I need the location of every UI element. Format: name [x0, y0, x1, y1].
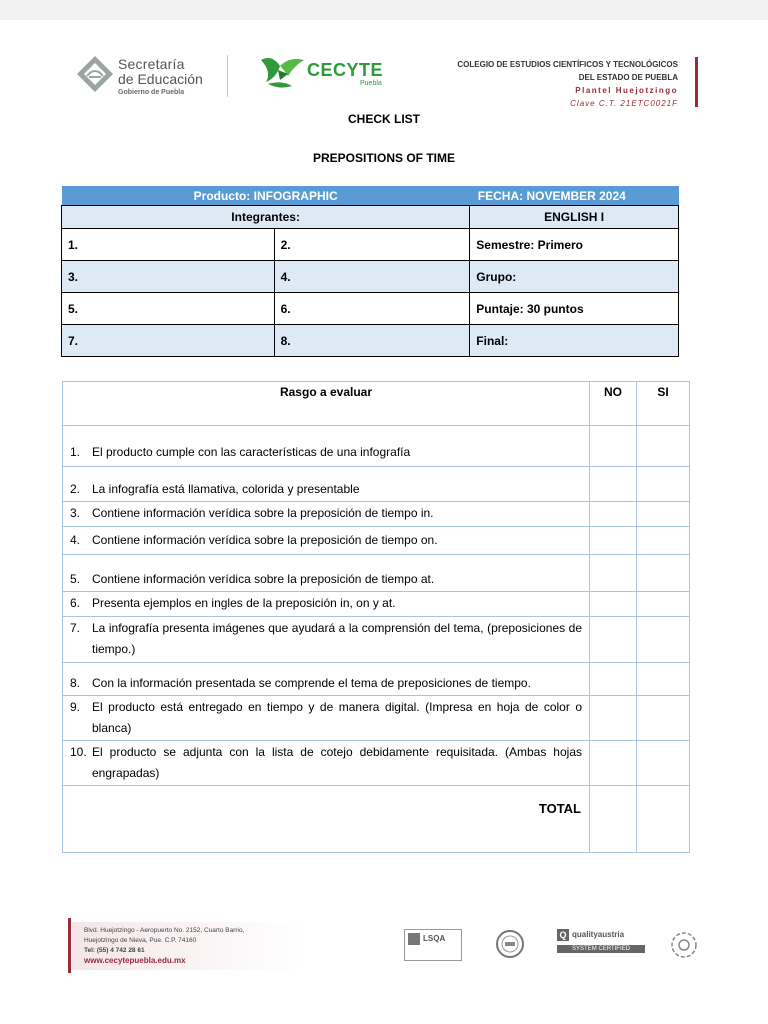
footer-accent-bar: [68, 918, 71, 973]
member-cell[interactable]: 6.: [274, 293, 470, 325]
member-cell[interactable]: 3.: [62, 261, 275, 293]
trait-cell: [63, 592, 590, 617]
item-text: La infografía está llamativa, colorida y presentable: [92, 482, 360, 496]
sep-line2: de Educación: [118, 71, 203, 87]
sep-line1: Secretaría: [118, 56, 185, 72]
no-check-cell[interactable]: [590, 426, 637, 467]
info-subheader-row: [62, 206, 679, 229]
trait-cell: [63, 502, 590, 527]
item-text: Contiene información verídica sobre la preposición de tiempo in.: [92, 506, 434, 520]
sep-logo-text: [118, 57, 203, 96]
info-field-cell: Puntaje: 30 puntos: [470, 293, 679, 325]
member-cell[interactable]: 8.: [274, 325, 470, 357]
info-field-cell: Semestre: Primero: [470, 229, 679, 261]
no-check-cell[interactable]: [590, 696, 637, 741]
no-check-cell[interactable]: [590, 555, 637, 592]
trait-cell: [63, 527, 590, 555]
info-row: [62, 325, 679, 357]
lsqa-badge: [404, 929, 462, 961]
footer-address: [84, 926, 244, 966]
quality-austria-label: qualityaustria: [572, 930, 625, 939]
logo-divider: [227, 55, 228, 97]
si-check-cell[interactable]: [637, 617, 690, 663]
checklist-row: [63, 527, 690, 555]
top-band: [0, 0, 768, 20]
info-row: [62, 261, 679, 293]
quality-austria-badge: [557, 929, 645, 961]
si-check-cell[interactable]: [637, 426, 690, 467]
institution-line1: COLEGIO DE ESTUDIOS CIENTÍFICOS Y TECNOLÓGICOS: [457, 60, 678, 69]
checklist-header-row: [63, 382, 690, 426]
sep-emblem-icon: [75, 54, 115, 94]
member-cell[interactable]: 1.: [62, 229, 275, 261]
page-title: CHECK LIST: [348, 112, 420, 126]
item-number: 1.: [70, 445, 81, 459]
sep-line3: Gobierno de Puebla: [118, 89, 185, 96]
item-text: El producto cumple con las características de una infografía: [92, 445, 411, 459]
checklist-row: [63, 467, 690, 502]
institution-line2: DEL ESTADO DE PUEBLA: [578, 73, 678, 82]
item-number: 7.: [70, 621, 81, 635]
item-number: 10.: [70, 745, 87, 759]
quality-q-icon: Q: [557, 929, 569, 941]
trait-cell: [63, 617, 590, 663]
total-row: [63, 786, 690, 853]
header-accent-bar: [695, 57, 698, 107]
info-field-cell: Grupo:: [470, 261, 679, 293]
checklist-row: [63, 696, 690, 741]
checklist-table: [62, 381, 690, 853]
item-number: 6.: [70, 596, 81, 610]
no-check-cell[interactable]: [590, 592, 637, 617]
cecyte-sub: Puebla: [360, 80, 382, 87]
trait-cell: [63, 696, 590, 741]
si-check-cell[interactable]: [637, 527, 690, 555]
footer-phone: Tel: (55) 4 742 28 61: [84, 947, 145, 954]
si-check-cell[interactable]: [637, 741, 690, 786]
trait-cell: [63, 741, 590, 786]
item-text: Contiene información verídica sobre la preposición de tiempo on.: [92, 533, 438, 547]
total-no-cell[interactable]: [590, 786, 637, 853]
item-number: 8.: [70, 676, 81, 690]
si-check-cell[interactable]: [637, 502, 690, 527]
member-cell[interactable]: 5.: [62, 293, 275, 325]
member-cell[interactable]: 2.: [274, 229, 470, 261]
info-row: [62, 293, 679, 325]
cecyte-name: CECYTE: [307, 60, 384, 80]
checklist-row: [63, 426, 690, 467]
trait-cell: [63, 555, 590, 592]
institution-line3: Plantel Huejotzingo: [575, 86, 678, 95]
member-cell[interactable]: 7.: [62, 325, 275, 357]
trait-cell: [63, 426, 590, 467]
trait-cell: [63, 467, 590, 502]
info-table: [61, 186, 679, 357]
checklist-row: [63, 555, 690, 592]
checklist-row: [63, 741, 690, 786]
item-number: 2.: [70, 482, 81, 496]
item-text: El producto está entregado en tiempo y de manera digital. (Impresa en hoja de color o blanca): [92, 700, 582, 735]
system-certified-label: SYSTEM CERTIFIED: [557, 945, 645, 953]
producto-cell: Producto: INFOGRAPHIC: [62, 186, 470, 206]
item-number: 4.: [70, 533, 81, 547]
si-check-cell[interactable]: [637, 467, 690, 502]
item-text: Presenta ejemplos en ingles de la preposición in, on y at.: [92, 596, 396, 610]
si-check-cell[interactable]: [637, 592, 690, 617]
lsqa-logo-icon: [408, 933, 420, 945]
item-number: 3.: [70, 506, 81, 520]
checklist-row: [63, 592, 690, 617]
lsqa-label: LSQA: [423, 934, 446, 943]
item-text: El producto se adjunta con la lista de cotejo debidamente requisitada. (Ambas hojas engrapadas): [92, 745, 582, 780]
cecyte-emblem-icon: [258, 52, 308, 92]
item-text: Con la información presentada se comprende el tema de preposiciones de tiempo.: [92, 676, 531, 690]
certification-seal-icon: [495, 929, 525, 959]
institution-block: [457, 58, 678, 110]
checklist-row: [63, 617, 690, 663]
address-line1: Blvd. Huejotzingo - Aeropuerto No. 2152, Cuarto Barrio,: [84, 927, 245, 934]
subject-cell: ENGLISH I: [470, 206, 679, 229]
info-field-cell: Final:: [470, 325, 679, 357]
no-check-cell[interactable]: [590, 527, 637, 555]
item-number: 9.: [70, 700, 81, 714]
page-subtitle: PREPOSITIONS OF TIME: [312, 151, 455, 165]
member-cell[interactable]: 4.: [274, 261, 470, 293]
institution-line4: Clave C.T. 21ETC0021F: [570, 99, 678, 108]
item-number: 5.: [70, 572, 81, 586]
no-check-cell[interactable]: [590, 617, 637, 663]
no-header: NO: [590, 382, 637, 426]
checklist-row: [63, 502, 690, 527]
no-check-cell[interactable]: [590, 467, 637, 502]
trait-cell: [63, 663, 590, 696]
footer-website-link[interactable]: www.cecytepuebla.edu.mx: [84, 956, 186, 965]
total-label: TOTAL: [63, 786, 590, 853]
no-check-cell[interactable]: [590, 502, 637, 527]
checklist-row: [63, 663, 690, 696]
item-text: Contiene información verídica sobre la preposición de tiempo at.: [92, 572, 435, 586]
info-header-row: [62, 186, 679, 206]
si-check-cell[interactable]: [637, 663, 690, 696]
integrantes-cell: Integrantes:: [62, 206, 470, 229]
si-check-cell[interactable]: [637, 555, 690, 592]
info-row: [62, 229, 679, 261]
certification-wreath-icon: [668, 930, 700, 960]
address-line2: Huejotzingo de Nieva, Pue. C.P. 74160: [84, 937, 197, 944]
si-check-cell[interactable]: [637, 696, 690, 741]
fecha-cell: FECHA: NOVEMBER 2024: [470, 186, 679, 206]
no-check-cell[interactable]: [590, 741, 637, 786]
si-header: SI: [637, 382, 690, 426]
total-si-cell[interactable]: [637, 786, 690, 853]
item-text: La infografía presenta imágenes que ayudará a la comprensión del tema, (preposiciones de tiempo.): [92, 621, 582, 656]
trait-header: Rasgo a evaluar: [63, 382, 590, 426]
no-check-cell[interactable]: [590, 663, 637, 696]
